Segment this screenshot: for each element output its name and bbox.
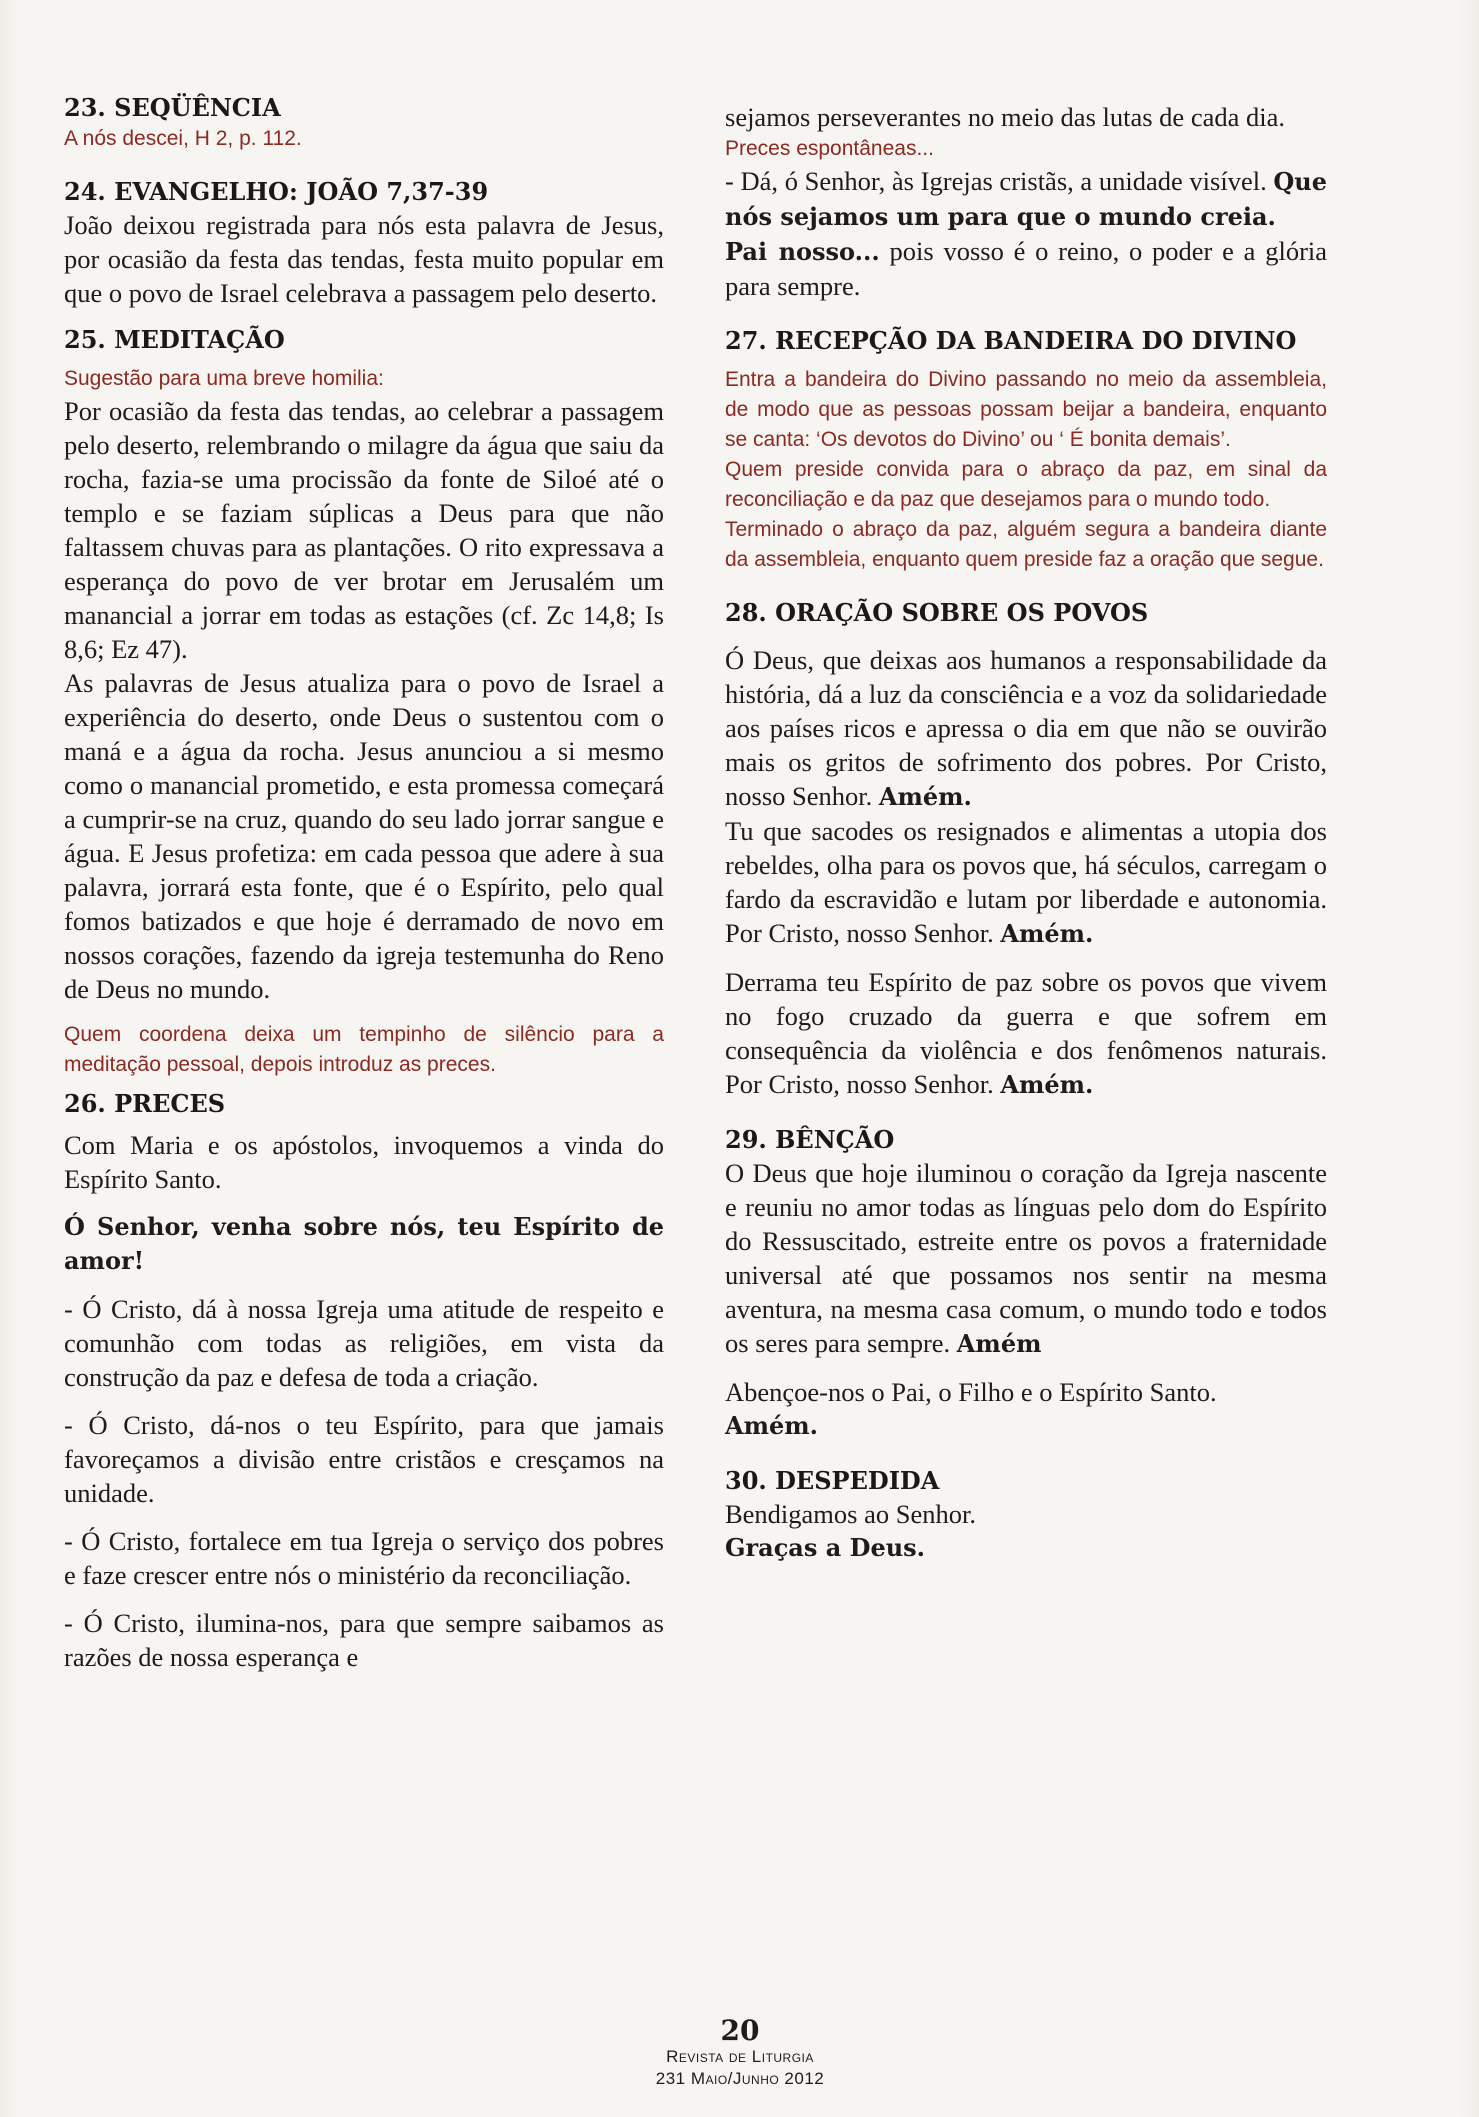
petition-5-text: - Dá, ó Senhor, às Igrejas cristãs, a unidade visível. [725, 166, 1267, 196]
section-27-rubric-3: Terminado o abraço da paz, alguém segura a bandeira diante da assembleia, enquanto quem preside faz a oração que segue. [725, 518, 1327, 571]
section-28-amen-1: Amém. [878, 782, 972, 811]
section-26-intro: Com Maria e os apóstolos, invoquemos a vinda do Espírito Santo. [64, 1130, 664, 1194]
left-column [64, 92, 664, 1674]
section-26-petition-1: - Ó Cristo, dá à nossa Igreja uma atitude de respeito e comunhão com todas as religiões, em vista da construção da paz e defesa de toda a criação. [64, 1294, 664, 1392]
section-30-text: Bendigamos ao Senhor. [725, 1499, 976, 1529]
section-28-prayer-1 [725, 643, 1327, 814]
section-23-title: 23. SEQÜÊNCIA [64, 93, 281, 122]
petition-5-response: Que nós sejamos um para que o mundo creia. [725, 167, 1328, 231]
section-25-text-2: As palavras de Jesus atualiza para o povo de Israel a experiência do deserto, onde Deus o sustentou com o maná e a água da rocha. Jesus anunciou a si mesmo como o manancial prometido, e esta promessa começará a cumprir-se na cruz, quando do seu lado jorrar sangue e água. E Jesus profetiza: em cada pessoa que adere à sua palavra, jorrará esta fonte, que é o Espírito, pelo qual fomos batizados e que hoje é derramado de novo em nossos corações, fazendo da igreja testemunha do Reno de Deus no mundo. [64, 668, 664, 1004]
section-28-prayer-3-text: Derrama teu Espírito de paz sobre os povos que vivem no fogo cruzado da guerra e que sofrem em consequência da violência e dos fenômenos naturais. Por Cristo, nosso Senhor. [725, 967, 1327, 1099]
our-father-label: Pai nosso... [725, 237, 880, 266]
section-24-title: 24. EVANGELHO: JOÃO 7,37-39 [64, 177, 489, 206]
section-29-title: 29. BÊNÇÃO [725, 1125, 895, 1154]
petition-5 [725, 164, 1327, 234]
magazine-name: Revista de Liturgia [666, 2047, 814, 2066]
section-27-rubric-1: Entra a bandeira do Divino passando no meio da assembleia, de modo que as pessoas possam beijar a bandeira, enquanto se canta: ‘Os devotos do Divino’ ou ‘ É bonita demais’. [725, 368, 1327, 451]
right-column [725, 100, 1327, 1565]
section-25-rubric-2: Quem coordena deixa um tempinho de silêncio para a meditação pessoal, depois introduz as preces. [64, 1023, 664, 1076]
section-29-amen-2: Amém. [725, 1411, 819, 1440]
section-26-title: 26. PRECES [64, 1089, 226, 1118]
section-25-title: 25. MEDITAÇÃO [64, 325, 285, 354]
section-27-rubric-2: Quem preside convida para o abraço da paz, em sinal da reconciliação e da paz que desejamos para o mundo todo. [725, 458, 1327, 511]
section-28-amen-3: Amém. [1000, 1070, 1094, 1099]
issue-info: 231 Maio/Junho 2012 [655, 2069, 825, 2088]
section-28-title: 28. ORAÇÃO SOBRE OS POVOS [725, 598, 1149, 627]
petition-4-continued: sejamos perseverantes no meio das lutas de cada dia. [725, 102, 1285, 132]
section-29-blessing [725, 1156, 1327, 1361]
page-number: 20 [720, 2014, 760, 2047]
section-28-amen-2: Amém. [1000, 919, 1094, 948]
section-29-blessing-2: Abençoe-nos o Pai, o Filho e o Espírito Santo. [725, 1377, 1217, 1407]
section-30-title: 30. DESPEDIDA [725, 1466, 940, 1495]
section-28-prayer-2 [725, 814, 1327, 951]
section-28-prayer-1-text: Ó Deus, que deixas aos humanos a responsabilidade da história, dá a luz da consciência e a voz da solidariedade aos países ricos e apressa o dia em que não se ouvirão mais os gritos de sofrimento dos pobres. Por Cristo, nosso Senhor. [725, 645, 1327, 811]
section-29-amen: Amém [956, 1329, 1042, 1358]
section-28-prayer-2-text: Tu que sacodes os resignados e alimentas a utopia dos rebeldes, olha para os povos que, há séculos, carregam o fardo da escravidão e lutam por liberdade e autonomia. Por Cristo, nosso Senhor. [725, 816, 1327, 948]
section-27-title: 27. RECEPÇÃO DA BANDEIRA DO DIVINO [725, 326, 1297, 355]
section-30-response: Graças a Deus. [725, 1533, 926, 1562]
section-23-rubric: A nós descei, H 2, p. 112. [64, 127, 302, 150]
section-29-blessing-text: O Deus que hoje iluminou o coração da Igreja nascente e reuniu no amor todas as línguas pelo dom do Espírito do Ressuscitado, estreite entre os povos a fraternidade universal até que possamos nos sentir na mesma aventura, na mesma casa comum, o mundo todo e todos os seres para sempre. [725, 1158, 1327, 1358]
our-father [725, 234, 1327, 303]
section-25-text-1: Por ocasião da festa das tendas, ao celebrar a passagem pelo deserto, relembrando o milagre da água que saiu da rocha, fazia-se uma procissão da fonte de Siloé até o templo e se faziam súplicas a Deus para que não faltassem chuvas para as plantações. O rito expressava a esperança do povo de ver brotar em Jerusalém um manancial a jorrar em todas as estações (cf. Zc 14,8; Is 8,6; Ez 47). [64, 396, 664, 664]
preces-rubric: Preces espontâneas... [725, 137, 934, 160]
section-26-response: Ó Senhor, venha sobre nós, teu Espírito de amor! [64, 1212, 664, 1275]
section-25-rubric: Sugestão para uma breve homilia: [64, 367, 384, 390]
section-26-petition-2: - Ó Cristo, dá-nos o teu Espírito, para que jamais favoreçamos a divisão entre cristãos e cresçamos na unidade. [64, 1410, 664, 1508]
section-24-text: João deixou registrada para nós esta palavra de Jesus, por ocasião da festa das tendas, festa muito popular em que o povo de Israel celebrava a passagem pelo deserto. [64, 210, 664, 308]
our-father-text: pois vosso é o reino, o poder e a glória para sempre. [725, 236, 1328, 301]
section-26-petition-4: - Ó Cristo, ilumina-nos, para que sempre saibamos as razões de nossa esperança e [64, 1608, 664, 1672]
page-footer [540, 2016, 940, 2090]
section-26-petition-3: - Ó Cristo, fortalece em tua Igreja o serviço dos pobres e faze crescer entre nós o ministério da reconciliação. [64, 1526, 664, 1590]
section-28-prayer-3 [725, 965, 1327, 1102]
